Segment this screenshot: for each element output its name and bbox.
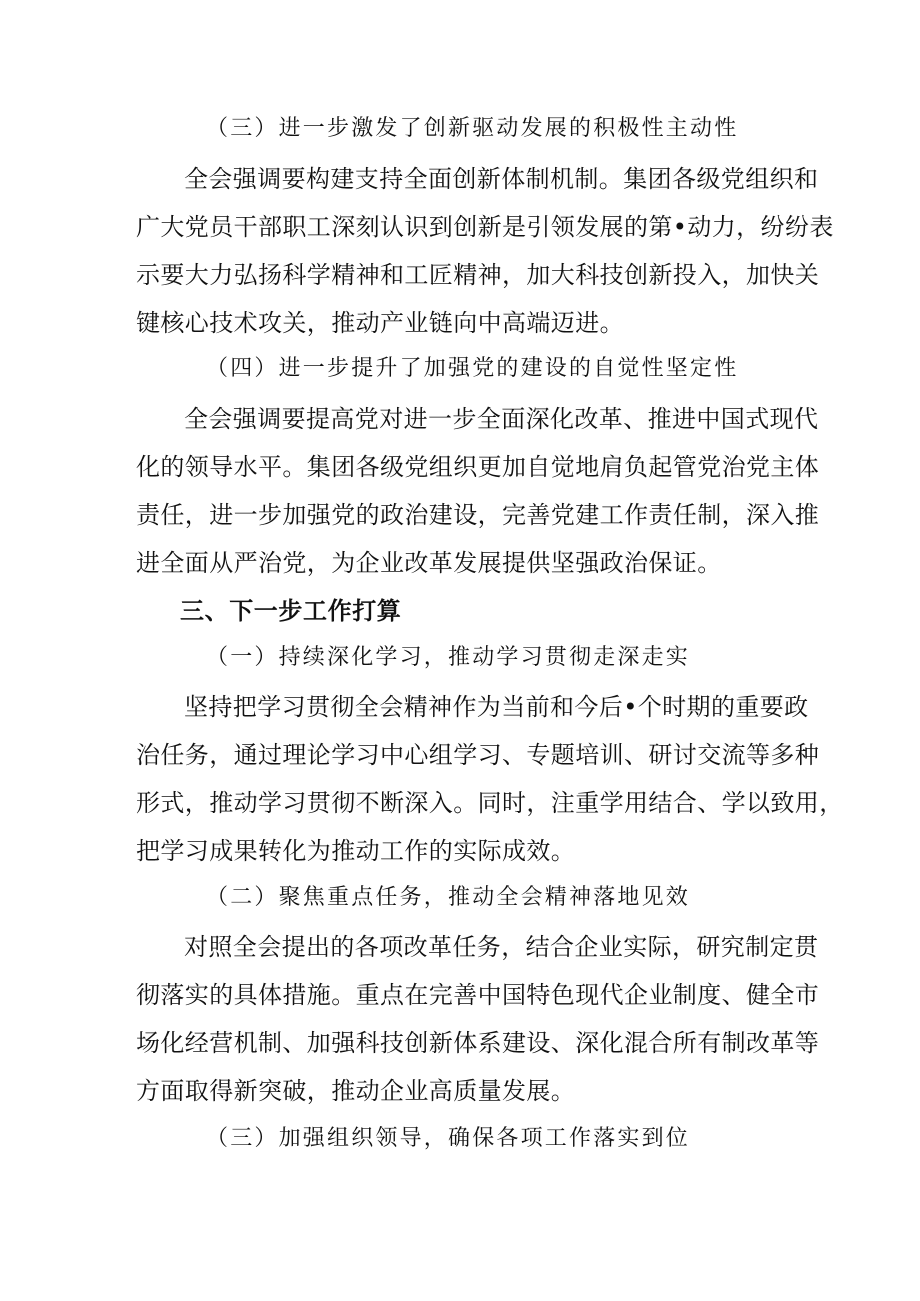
- paragraph-line: 治任务，通过理论学习中心组学习、专题培训、研讨交流等多种: [136, 741, 820, 769]
- paragraph-line: 形式，推动学习贯彻不断深入。同时，注重学用结合、学以致用，: [136, 789, 844, 817]
- subheading-innovation: （三）进一步激发了创新驱动发展的积极性主动性: [206, 116, 739, 141]
- paragraph-line: 示要大力弘扬科学精神和工匠精神，加大科技创新投入，加快关: [136, 261, 820, 289]
- paragraph-line: 化的领导水平。集团各级党组织更加自觉地肩负起管党治党主体: [136, 453, 820, 481]
- paragraph-line: 进全面从严治党，为企业改革发展提供坚强政治保证。: [136, 549, 722, 577]
- paragraph-line: 全会强调要提高党对进一步全面深化改革、推进中国式现代: [184, 405, 819, 433]
- paragraph-line: 场化经营机制、加强科技创新体系建设、深化混合所有制改革等: [136, 1029, 820, 1057]
- section-heading-next-steps: 三、下一步工作打算: [180, 597, 402, 625]
- paragraph-line: 全会强调要构建支持全面创新体制机制。集团各级党组织和: [184, 165, 819, 193]
- subheading-organization: （三）加强组织领导，确保各项工作落实到位: [206, 1126, 691, 1151]
- paragraph-line: 方面取得新突破，推动企业高质量发展。: [136, 1077, 576, 1105]
- paragraph-line: 广大党员干部职工深刻认识到创新是引领发展的第•动力，纷纷表: [136, 213, 834, 241]
- paragraph-line: 把学习成果转化为推动工作的实际成效。: [136, 837, 576, 865]
- paragraph-line: 责任，进一步加强党的政治建设，完善党建工作责任制，深入推: [136, 501, 820, 529]
- subheading-deepen-study: （一）持续深化学习，推动学习贯彻走深走实: [206, 645, 691, 670]
- paragraph-line: 彻落实的具体措施。重点在完善中国特色现代企业制度、健全市: [136, 981, 820, 1009]
- subheading-party-building: （四）进一步提升了加强党的建设的自觉性坚定性: [206, 356, 739, 381]
- subheading-key-tasks: （二）聚焦重点任务，推动全会精神落地见效: [206, 885, 691, 910]
- paragraph-line: 键核心技术攻关，推动产业链向中高端迈进。: [136, 309, 624, 337]
- paragraph-line: 坚持把学习贯彻全会精神作为当前和今后•个时期的重要政: [184, 693, 809, 721]
- paragraph-line: 对照全会提出的各项改革任务，结合企业实际，研究制定贯: [184, 933, 819, 961]
